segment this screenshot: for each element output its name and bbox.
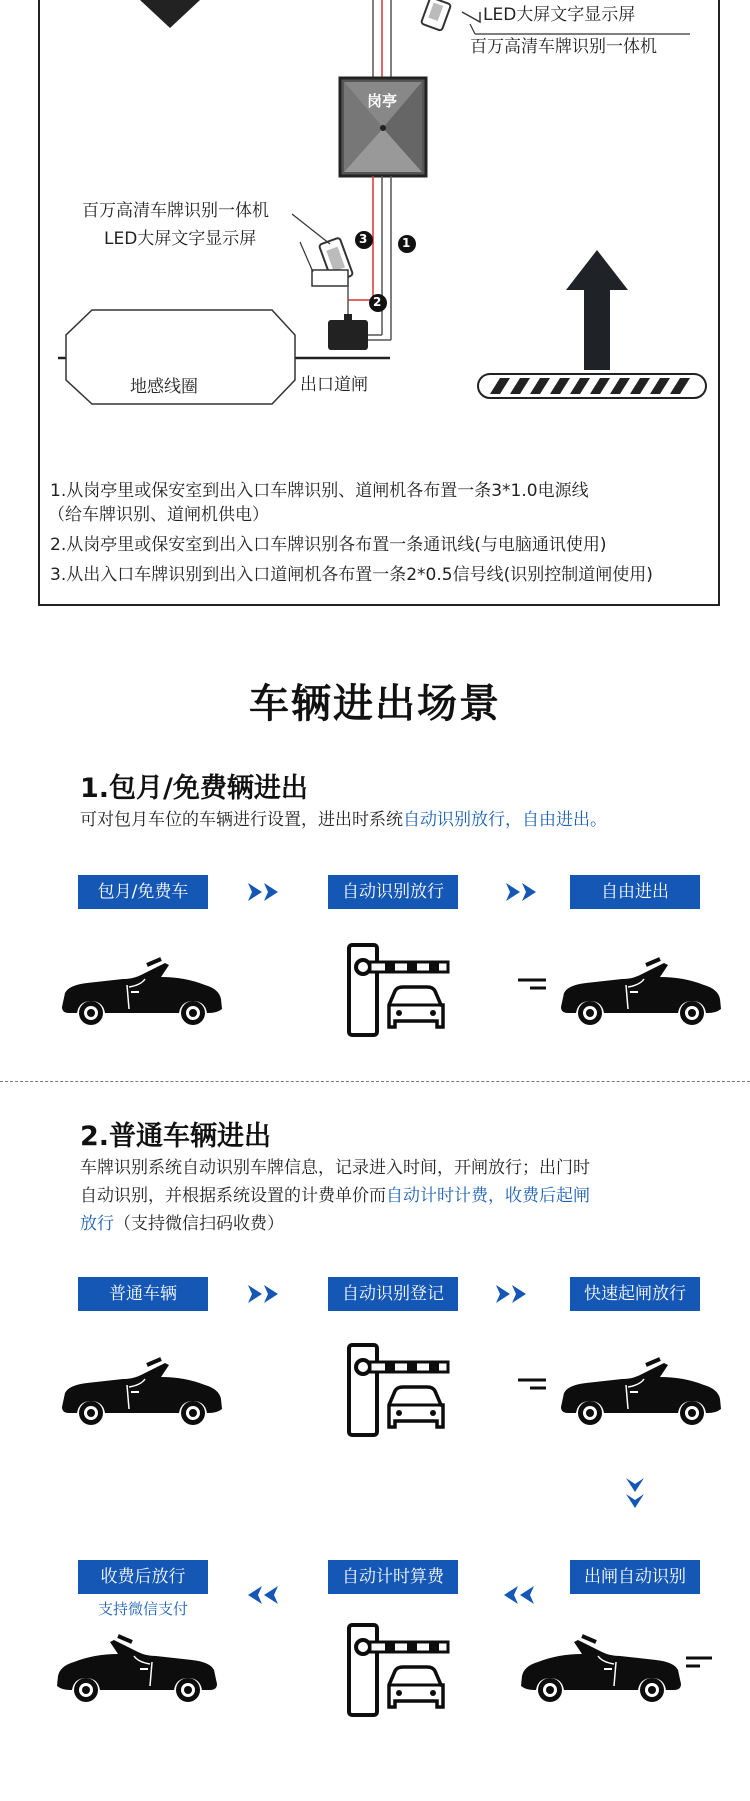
parking-gate-icon xyxy=(349,1345,448,1435)
scenario1-desc-highlight: 自动识别放行，自由进出。 xyxy=(403,810,607,830)
scenario1-desc-plain: 可对包月车位的车辆进行设置，进出时系统 xyxy=(80,810,403,830)
scenario2-step1-tag: 普通车辆 xyxy=(78,1277,208,1311)
wiring-note-1: 1.从岗亭里或保安室到出入口车牌识别、道闸机各布置一条3*1.0电源线 xyxy=(50,481,589,501)
arrow-right-icon xyxy=(248,883,278,901)
arrow-down-icon xyxy=(626,1478,644,1508)
parking-gate-icon xyxy=(349,945,448,1035)
arrow-right-icon xyxy=(248,1285,278,1303)
payment-note: 支持微信支付 xyxy=(97,1600,188,1618)
ground-loop-label: 地感线圈 xyxy=(130,377,198,397)
scenario2-desc-line2-highlight: 自动计时计费，收费后起闸 xyxy=(386,1186,590,1206)
wiring-note-1b: （给车牌识别、道闸机供电） xyxy=(48,505,269,525)
scenario2-step6-tag: 收费后放行 xyxy=(78,1560,208,1594)
cable-marker-1-label: 1 xyxy=(402,236,411,250)
left-camera-label: 百万高清车牌识别一体机 xyxy=(82,201,269,221)
parking-gate-icon xyxy=(349,1625,448,1715)
wiring-note-3: 3.从出入口车牌识别到出入口道闸机各布置一条2*0.5信号线(识别控制道闸使用) xyxy=(50,565,653,585)
top-led-label: LED大屏文字显示屏 xyxy=(483,5,636,25)
left-led-label: LED大屏文字显示屏 xyxy=(104,229,257,249)
top-camera-label: 百万高清车牌识别一体机 xyxy=(470,37,657,57)
scenario2-desc-line2-plain: 自动识别，并根据系统设置的计费单价而 xyxy=(80,1186,386,1206)
scenario1-step3-tag: 自由进出 xyxy=(570,875,700,909)
scenario2-desc-line3-plain: （支持微信扫码收费） xyxy=(114,1214,284,1234)
scenario2-title: 2.普通车辆进出 xyxy=(80,1121,272,1152)
car-moving-icon xyxy=(518,1359,721,1425)
exit-gate-label: 出口道闸 xyxy=(300,375,368,395)
arrow-right-icon xyxy=(506,883,536,901)
cable-marker-3-label: 3 xyxy=(359,232,368,246)
arrow-right-icon xyxy=(496,1285,526,1303)
scenario2-desc-line1: 车牌识别系统自动识别车牌信息，记录进入时间，开闸放行；出门时 xyxy=(80,1158,590,1178)
car-moving-icon xyxy=(518,959,721,1025)
booth-label: 岗亭 xyxy=(367,92,398,110)
arrow-left-icon xyxy=(504,1586,534,1604)
section-title: 车辆进出场景 xyxy=(249,681,501,727)
car-moving-left-icon xyxy=(521,1636,712,1702)
scenario2-desc-line3-highlight: 放行 xyxy=(80,1214,114,1234)
wiring-note-2: 2.从岗亭里或保安室到出入口车牌识别各布置一条通讯线(与电脑通讯使用) xyxy=(50,535,607,555)
arrow-left-icon xyxy=(248,1586,278,1604)
scenario2-step5-tag: 自动计时算费 xyxy=(328,1560,458,1594)
car-icon xyxy=(62,1359,222,1425)
car-left-icon xyxy=(57,1636,217,1702)
scenario2-step3-tag: 快速起闸放行 xyxy=(570,1277,700,1311)
scenario2-step4-tag: 出闸自动识别 xyxy=(570,1560,700,1594)
scenario1-step2-tag: 自动识别放行 xyxy=(328,875,458,909)
scenario1-step1-tag: 包月/免费车 xyxy=(78,875,208,909)
scenario2-step2-tag: 自动识别登记 xyxy=(328,1277,458,1311)
car-icon xyxy=(62,959,222,1025)
cable-marker-2-label: 2 xyxy=(373,295,382,309)
scenario1-title: 1.包月/免费辆进出 xyxy=(80,773,308,804)
